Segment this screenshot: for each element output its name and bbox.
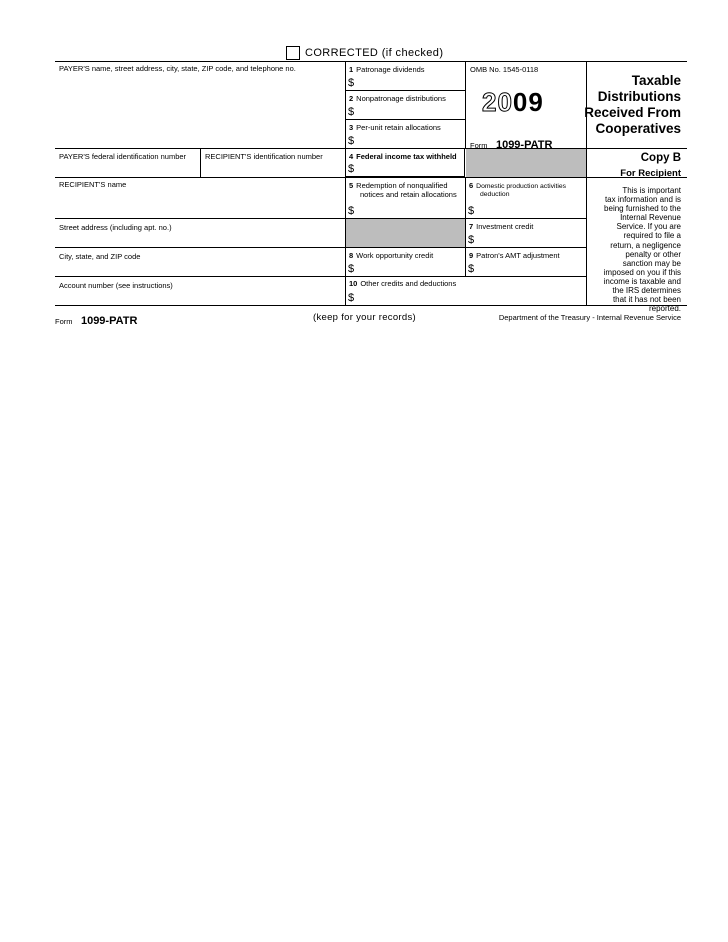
title-line-3: Received From — [584, 105, 681, 120]
row-rule-6 — [55, 247, 586, 248]
row-rule-5 — [55, 218, 586, 219]
box1-label — [349, 65, 425, 74]
box1-dollar-sign: $ — [348, 77, 355, 89]
box6-number: 6 — [469, 181, 474, 190]
box9-text: Patron's AMT adjustment — [476, 251, 560, 260]
notice-line: being furnished to the — [604, 204, 681, 214]
box1-amount-field[interactable] — [358, 76, 463, 89]
notice-line: the IRS determines — [612, 286, 681, 296]
payer-fed-id-field[interactable] — [56, 162, 199, 176]
recipient-id-label: RECIPIENT'S identification number — [205, 152, 323, 161]
tax-year — [482, 88, 544, 116]
tax-year-solid: 09 — [512, 87, 544, 117]
box6-text-line1: Domestic production activities — [476, 183, 567, 190]
tax-year-outline: 20 — [482, 87, 513, 117]
box3-text: Per-unit retain allocations — [356, 123, 441, 132]
notice-line: This is important — [622, 186, 681, 195]
notice-line: sanction may be — [622, 258, 681, 268]
box8-text: Work opportunity credit — [356, 251, 434, 260]
box3-amount-field[interactable] — [358, 134, 463, 147]
box9-dollar-sign: $ — [468, 263, 475, 275]
recipient-name-field[interactable] — [56, 190, 344, 217]
shaded-area-right-of-box4 — [466, 149, 586, 177]
box1-number: 1 — [349, 65, 354, 74]
notice-line: imposed on you if this — [603, 267, 681, 277]
copy-label: Copy B — [640, 152, 681, 164]
box8-dollar-sign: $ — [348, 263, 355, 275]
row-rule-1 — [345, 90, 465, 91]
box2-text: Nonpatronage distributions — [356, 94, 446, 103]
notice-line: return, a negligence — [610, 240, 681, 250]
box5-label — [349, 181, 448, 190]
title-line-1: Taxable — [631, 73, 681, 88]
recipient-id-field[interactable] — [201, 162, 344, 176]
box1-text: Patronage dividends — [356, 65, 425, 74]
omb-form-name: 1099-PATR — [495, 139, 553, 151]
title-line-2: Distributions — [597, 89, 681, 104]
footer-keep-records: (keep for your records) — [313, 312, 416, 323]
box4-number: 4 — [349, 152, 354, 161]
box7-dollar-sign: $ — [468, 234, 475, 246]
payer-name-field[interactable] — [56, 74, 344, 147]
form-title — [584, 73, 681, 137]
corrected-checkbox[interactable] — [286, 46, 300, 60]
notice-line: Internal Revenue — [620, 213, 681, 223]
footer-form-name: 1099-PATR — [80, 315, 138, 327]
city-state-zip-label: City, state, and ZIP code — [59, 252, 141, 261]
notice-line: tax information and is — [604, 195, 681, 205]
account-number-field[interactable] — [56, 291, 344, 304]
box2-amount-field[interactable] — [358, 105, 463, 118]
box5-amount-field[interactable] — [358, 204, 463, 217]
notice-line: required to file a — [623, 231, 681, 241]
box3-number: 3 — [349, 123, 354, 132]
street-address-label: Street address (including apt. no.) — [59, 223, 172, 232]
form-top-rule — [55, 61, 687, 62]
box2-label — [349, 94, 446, 103]
box10-label — [349, 279, 456, 288]
street-address-field[interactable] — [56, 233, 344, 246]
row-rule-2 — [345, 119, 465, 120]
omb-form-word: Form — [470, 141, 488, 150]
box4-amount-field[interactable] — [358, 162, 461, 174]
box8-number: 8 — [349, 251, 354, 260]
row-rule-4 — [55, 177, 687, 178]
omb-number: OMB No. 1545-0118 — [470, 65, 539, 74]
notice-line: reported. — [648, 304, 681, 314]
box7-number: 7 — [469, 222, 474, 231]
box4-text: Federal income tax withheld — [356, 152, 457, 161]
box10-text: Other credits and deductions — [360, 279, 457, 288]
notice-line: Service. If you are — [616, 222, 681, 232]
city-state-zip-field[interactable] — [56, 262, 344, 275]
box5-text-line1: Redemption of nonqualified — [356, 181, 448, 190]
box8-label — [349, 251, 433, 260]
box4-dollar-sign: $ — [348, 163, 355, 175]
footer-department: Department of the Treasury - Internal Revenue Service — [498, 313, 681, 322]
col-rule-omb — [465, 61, 466, 148]
col-rule-boxes — [465, 177, 466, 276]
box10-number: 10 — [349, 279, 358, 288]
row-rule-7 — [55, 276, 586, 277]
box10-amount-field[interactable] — [358, 291, 584, 304]
box5-number: 5 — [349, 181, 354, 190]
for-recipient-label: For Recipient — [620, 168, 681, 179]
payer-fed-id-label: PAYER'S federal identification number — [59, 152, 187, 161]
box7-label — [469, 222, 533, 231]
notice-line: that it has not been — [612, 295, 681, 305]
box2-dollar-sign: $ — [348, 106, 355, 118]
box10-dollar-sign: $ — [348, 292, 355, 304]
box4-label — [349, 152, 457, 161]
box5-text-line2: notices and retain allocations — [360, 190, 457, 199]
notice-line: penalty or other — [625, 249, 681, 259]
payer-name-label: PAYER'S name, street address, city, state, ZIP code, and telephone no. — [59, 64, 296, 73]
box9-label — [469, 251, 560, 260]
footer-form-word: Form — [55, 317, 73, 326]
footer-form-id — [55, 311, 137, 329]
title-line-4: Cooperatives — [595, 121, 681, 136]
box5-dollar-sign: $ — [348, 205, 355, 217]
box7-text: Investment credit — [476, 222, 534, 231]
shaded-area-left-of-box7 — [346, 219, 465, 247]
box6-text-line2: deduction — [480, 191, 510, 198]
recipient-name-label: RECIPIENT'S name — [59, 180, 127, 189]
col-rule-mid — [345, 61, 346, 305]
box3-label — [349, 123, 441, 132]
notice-line: income is taxable and — [603, 276, 681, 286]
box6-dollar-sign: $ — [468, 205, 475, 217]
omb-form-id — [470, 135, 552, 153]
box8-amount-field[interactable] — [358, 262, 463, 275]
box3-dollar-sign: $ — [348, 135, 355, 147]
recipient-notice — [561, 186, 681, 313]
box9-number: 9 — [469, 251, 474, 260]
corrected-label: CORRECTED (if checked) — [305, 47, 444, 59]
box2-number: 2 — [349, 94, 354, 103]
account-number-label: Account number (see instructions) — [59, 281, 173, 290]
